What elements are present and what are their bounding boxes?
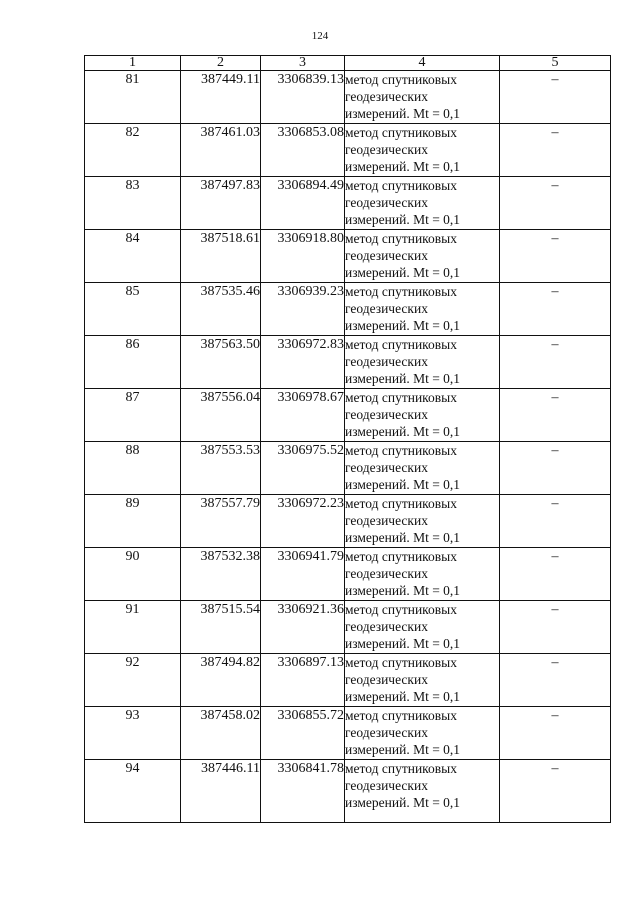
y-coordinate-cell: 3306972.83 (261, 336, 345, 389)
x-coordinate-cell: 387449.11 (181, 71, 261, 124)
method-line: геодезических (345, 460, 428, 475)
table-row (85, 654, 611, 707)
point-number-cell: 83 (85, 177, 181, 230)
y-coordinate-cell: 3306975.52 (261, 442, 345, 495)
coordinates-table (84, 55, 611, 823)
x-coordinate-cell: 387563.50 (181, 336, 261, 389)
note-cell: – (500, 654, 611, 707)
method-line: геодезических (345, 778, 428, 793)
point-number-cell: 81 (85, 71, 181, 124)
method-line: метод спутниковых (345, 125, 457, 140)
x-coordinate-cell: 387494.82 (181, 654, 261, 707)
note-cell: – (500, 495, 611, 548)
x-coordinate-cell: 387553.53 (181, 442, 261, 495)
method-line: геодезических (345, 566, 428, 581)
method-line: измерений. Mt = 0,1 (345, 530, 461, 545)
note-cell: – (500, 336, 611, 389)
y-coordinate-cell: 3306941.79 (261, 548, 345, 601)
method-line: метод спутниковых (345, 284, 457, 299)
point-number-cell: 87 (85, 389, 181, 442)
note-cell: – (500, 389, 611, 442)
method-line: метод спутниковых (345, 178, 457, 193)
header-cell-1: 1 (85, 56, 181, 71)
method-line: метод спутниковых (345, 496, 457, 511)
method-line: геодезических (345, 725, 428, 740)
header-cell-3: 3 (261, 56, 345, 71)
method-cell (345, 760, 500, 823)
method-line: геодезических (345, 142, 428, 157)
note-cell: – (500, 548, 611, 601)
table-row (85, 389, 611, 442)
method-line: измерений. Mt = 0,1 (345, 265, 461, 280)
method-line: геодезических (345, 195, 428, 210)
y-coordinate-cell: 3306939.23 (261, 283, 345, 336)
method-cell (345, 283, 500, 336)
point-number-cell: 91 (85, 601, 181, 654)
point-number-cell: 90 (85, 548, 181, 601)
table-row (85, 707, 611, 760)
note-cell: – (500, 442, 611, 495)
point-number-cell: 86 (85, 336, 181, 389)
method-line: геодезических (345, 619, 428, 634)
point-number-cell: 94 (85, 760, 181, 823)
table-row (85, 177, 611, 230)
method-line: измерений. Mt = 0,1 (345, 106, 461, 121)
header-cell-5: 5 (500, 56, 611, 71)
note-cell: – (500, 177, 611, 230)
y-coordinate-cell: 3306841.78 (261, 760, 345, 823)
y-coordinate-cell: 3306839.13 (261, 71, 345, 124)
method-line: измерений. Mt = 0,1 (345, 795, 461, 810)
method-cell (345, 389, 500, 442)
y-coordinate-cell: 3306897.13 (261, 654, 345, 707)
method-line: метод спутниковых (345, 761, 457, 776)
method-cell (345, 707, 500, 760)
method-line: метод спутниковых (345, 655, 457, 670)
point-number-cell: 85 (85, 283, 181, 336)
method-line: метод спутниковых (345, 708, 457, 723)
y-coordinate-cell: 3306853.08 (261, 124, 345, 177)
y-coordinate-cell: 3306894.49 (261, 177, 345, 230)
note-cell: – (500, 71, 611, 124)
method-line: геодезических (345, 672, 428, 687)
note-cell: – (500, 124, 611, 177)
method-line: геодезических (345, 354, 428, 369)
point-number-cell: 92 (85, 654, 181, 707)
x-coordinate-cell: 387458.02 (181, 707, 261, 760)
method-line: измерений. Mt = 0,1 (345, 424, 461, 439)
method-line: измерений. Mt = 0,1 (345, 689, 461, 704)
point-number-cell: 84 (85, 230, 181, 283)
table-row (85, 230, 611, 283)
table-row (85, 336, 611, 389)
table-row (85, 548, 611, 601)
point-number-cell: 88 (85, 442, 181, 495)
x-coordinate-cell: 387556.04 (181, 389, 261, 442)
method-cell (345, 230, 500, 283)
point-number-cell: 82 (85, 124, 181, 177)
method-line: измерений. Mt = 0,1 (345, 477, 461, 492)
method-cell (345, 601, 500, 654)
method-line: геодезических (345, 248, 428, 263)
x-coordinate-cell: 387461.03 (181, 124, 261, 177)
table-row (85, 283, 611, 336)
method-line: измерений. Mt = 0,1 (345, 742, 461, 757)
y-coordinate-cell: 3306918.80 (261, 230, 345, 283)
method-line: метод спутниковых (345, 231, 457, 246)
header-row (85, 56, 611, 71)
table-row (85, 601, 611, 654)
note-cell: – (500, 283, 611, 336)
table-header (85, 56, 611, 71)
method-line: метод спутниковых (345, 443, 457, 458)
method-line: измерений. Mt = 0,1 (345, 318, 461, 333)
y-coordinate-cell: 3306972.23 (261, 495, 345, 548)
table-row (85, 124, 611, 177)
method-line: геодезических (345, 89, 428, 104)
method-cell (345, 177, 500, 230)
y-coordinate-cell: 3306978.67 (261, 389, 345, 442)
method-line: метод спутниковых (345, 337, 457, 352)
method-line: метод спутниковых (345, 602, 457, 617)
x-coordinate-cell: 387518.61 (181, 230, 261, 283)
note-cell: – (500, 601, 611, 654)
method-cell (345, 124, 500, 177)
method-cell (345, 654, 500, 707)
method-cell (345, 71, 500, 124)
point-number-cell: 93 (85, 707, 181, 760)
table-row (85, 495, 611, 548)
x-coordinate-cell: 387446.11 (181, 760, 261, 823)
method-line: измерений. Mt = 0,1 (345, 636, 461, 651)
y-coordinate-cell: 3306921.36 (261, 601, 345, 654)
x-coordinate-cell: 387497.83 (181, 177, 261, 230)
table-row (85, 442, 611, 495)
table-row (85, 760, 611, 823)
header-cell-4: 4 (345, 56, 500, 71)
method-line: измерений. Mt = 0,1 (345, 371, 461, 386)
note-cell: – (500, 707, 611, 760)
method-cell (345, 495, 500, 548)
method-line: геодезических (345, 513, 428, 528)
table-body (85, 71, 611, 823)
method-line: измерений. Mt = 0,1 (345, 583, 461, 598)
method-cell (345, 548, 500, 601)
method-line: геодезических (345, 301, 428, 316)
method-cell (345, 442, 500, 495)
x-coordinate-cell: 387532.38 (181, 548, 261, 601)
header-cell-2: 2 (181, 56, 261, 71)
x-coordinate-cell: 387535.46 (181, 283, 261, 336)
method-line: измерений. Mt = 0,1 (345, 159, 461, 174)
note-cell: – (500, 760, 611, 823)
method-line: метод спутниковых (345, 390, 457, 405)
method-cell (345, 336, 500, 389)
page-number: 124 (311, 30, 329, 42)
y-coordinate-cell: 3306855.72 (261, 707, 345, 760)
method-line: геодезических (345, 407, 428, 422)
table-row (85, 71, 611, 124)
method-line: метод спутниковых (345, 72, 457, 87)
method-line: измерений. Mt = 0,1 (345, 212, 461, 227)
x-coordinate-cell: 387557.79 (181, 495, 261, 548)
note-cell: – (500, 230, 611, 283)
method-line: метод спутниковых (345, 549, 457, 564)
point-number-cell: 89 (85, 495, 181, 548)
x-coordinate-cell: 387515.54 (181, 601, 261, 654)
